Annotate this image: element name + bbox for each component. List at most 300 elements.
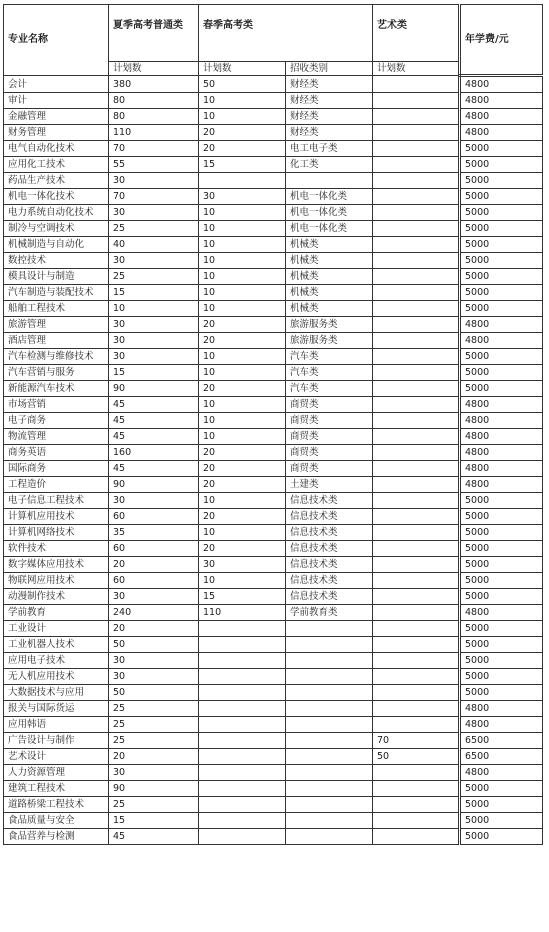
table-body (4, 76, 543, 845)
spring-plan-cell (199, 669, 286, 685)
spring-plan-cell (199, 829, 286, 845)
spring-plan-cell (199, 685, 286, 701)
spring-category-cell: 电工电子类 (286, 141, 373, 157)
art-plan-cell (373, 493, 460, 509)
spring-category-cell: 机电一体化类 (286, 221, 373, 237)
tuition-cell: 5000 (460, 541, 543, 557)
table-row (4, 253, 543, 269)
spring-plan-cell: 10 (199, 237, 286, 253)
major-name-cell: 工业设计 (4, 621, 109, 637)
table-row (4, 189, 543, 205)
header-art-plan: 计划数 (373, 62, 460, 76)
tuition-cell: 5000 (460, 381, 543, 397)
major-name-cell: 计算机应用技术 (4, 509, 109, 525)
major-name-cell: 大数据技术与应用 (4, 685, 109, 701)
header-row-group (4, 5, 543, 62)
spring-plan-cell: 110 (199, 605, 286, 621)
spring-category-cell: 信息技术类 (286, 557, 373, 573)
table-row (4, 365, 543, 381)
art-plan-cell (373, 525, 460, 541)
tuition-cell: 5000 (460, 141, 543, 157)
table-row (4, 397, 543, 413)
tuition-cell: 5000 (460, 797, 543, 813)
summer-plan-cell: 50 (109, 685, 199, 701)
tuition-cell: 5000 (460, 285, 543, 301)
major-name-cell: 计算机网络技术 (4, 525, 109, 541)
summer-plan-cell: 30 (109, 669, 199, 685)
table-row (4, 813, 543, 829)
major-name-cell: 审计 (4, 93, 109, 109)
spring-category-cell (286, 669, 373, 685)
table-row (4, 285, 543, 301)
spring-plan-cell: 10 (199, 253, 286, 269)
spring-plan-cell: 10 (199, 301, 286, 317)
table-row (4, 509, 543, 525)
summer-plan-cell: 10 (109, 301, 199, 317)
major-name-cell: 道路桥梁工程技术 (4, 797, 109, 813)
tuition-cell: 5000 (460, 493, 543, 509)
major-name-cell: 软件技术 (4, 541, 109, 557)
tuition-cell: 5000 (460, 557, 543, 573)
table-row (4, 76, 543, 93)
header-spring: 春季高考类 (199, 5, 373, 62)
table-row (4, 205, 543, 221)
spring-category-cell: 汽车类 (286, 349, 373, 365)
table-row (4, 621, 543, 637)
art-plan-cell (373, 445, 460, 461)
major-name-cell: 旅游管理 (4, 317, 109, 333)
major-name-cell: 汽车营销与服务 (4, 365, 109, 381)
spring-plan-cell (199, 621, 286, 637)
summer-plan-cell: 160 (109, 445, 199, 461)
spring-plan-cell: 10 (199, 525, 286, 541)
tuition-cell: 5000 (460, 189, 543, 205)
table-row (4, 157, 543, 173)
spring-category-cell (286, 829, 373, 845)
spring-category-cell: 商贸类 (286, 397, 373, 413)
table-row (4, 333, 543, 349)
art-plan-cell (373, 781, 460, 797)
spring-category-cell: 机械类 (286, 285, 373, 301)
art-plan-cell (373, 573, 460, 589)
summer-plan-cell: 240 (109, 605, 199, 621)
tuition-cell: 4800 (460, 445, 543, 461)
summer-plan-cell: 30 (109, 317, 199, 333)
table-row (4, 445, 543, 461)
summer-plan-cell: 30 (109, 205, 199, 221)
tuition-cell: 4800 (460, 429, 543, 445)
tuition-cell: 4800 (460, 413, 543, 429)
spring-category-cell: 机械类 (286, 269, 373, 285)
major-name-cell: 船舶工程技术 (4, 301, 109, 317)
major-name-cell: 机电一体化技术 (4, 189, 109, 205)
tuition-cell: 4800 (460, 397, 543, 413)
tuition-cell: 5000 (460, 637, 543, 653)
summer-plan-cell: 80 (109, 93, 199, 109)
table-row (4, 605, 543, 621)
tuition-cell: 5000 (460, 829, 543, 845)
major-name-cell: 报关与国际货运 (4, 701, 109, 717)
art-plan-cell (373, 701, 460, 717)
table-row (4, 125, 543, 141)
tuition-cell: 4800 (460, 93, 543, 109)
art-plan-cell (373, 605, 460, 621)
header-tuition: 年学费/元 (460, 5, 543, 76)
major-name-cell: 新能源汽车技术 (4, 381, 109, 397)
spring-category-cell (286, 173, 373, 189)
spring-plan-cell: 20 (199, 333, 286, 349)
header-spring-plan: 计划数 (199, 62, 286, 76)
summer-plan-cell: 80 (109, 109, 199, 125)
spring-category-cell (286, 717, 373, 733)
major-name-cell: 机械制造与自动化 (4, 237, 109, 253)
summer-plan-cell: 55 (109, 157, 199, 173)
table-row (4, 589, 543, 605)
summer-plan-cell: 25 (109, 733, 199, 749)
spring-plan-cell (199, 637, 286, 653)
art-plan-cell (373, 765, 460, 781)
spring-category-cell (286, 797, 373, 813)
spring-category-cell (286, 621, 373, 637)
spring-plan-cell: 10 (199, 573, 286, 589)
spring-plan-cell: 15 (199, 589, 286, 605)
tuition-cell: 4800 (460, 477, 543, 493)
spring-plan-cell: 10 (199, 93, 286, 109)
spring-category-cell: 汽车类 (286, 381, 373, 397)
spring-category-cell (286, 733, 373, 749)
summer-plan-cell: 45 (109, 461, 199, 477)
tuition-cell: 5000 (460, 221, 543, 237)
major-name-cell: 汽车检测与维修技术 (4, 349, 109, 365)
major-name-cell: 工程造价 (4, 477, 109, 493)
art-plan-cell: 50 (373, 749, 460, 765)
major-name-cell: 财务管理 (4, 125, 109, 141)
art-plan-cell (373, 157, 460, 173)
spring-category-cell (286, 685, 373, 701)
major-name-cell: 应用化工技术 (4, 157, 109, 173)
spring-category-cell: 汽车类 (286, 365, 373, 381)
header-art: 艺术类 (373, 5, 460, 62)
spring-category-cell: 商贸类 (286, 429, 373, 445)
major-name-cell: 电气自动化技术 (4, 141, 109, 157)
spring-plan-cell (199, 749, 286, 765)
major-name-cell: 食品质量与安全 (4, 813, 109, 829)
major-name-cell: 电子信息工程技术 (4, 493, 109, 509)
spring-category-cell: 机械类 (286, 253, 373, 269)
art-plan-cell (373, 109, 460, 125)
major-name-cell: 金融管理 (4, 109, 109, 125)
tuition-cell: 6500 (460, 749, 543, 765)
spring-plan-cell: 10 (199, 397, 286, 413)
major-name-cell: 国际商务 (4, 461, 109, 477)
summer-plan-cell: 60 (109, 541, 199, 557)
spring-category-cell: 财经类 (286, 109, 373, 125)
art-plan-cell (373, 429, 460, 445)
tuition-cell: 5000 (460, 685, 543, 701)
tuition-cell: 5000 (460, 253, 543, 269)
table-row (4, 173, 543, 189)
art-plan-cell (373, 589, 460, 605)
table-row (4, 381, 543, 397)
spring-category-cell (286, 653, 373, 669)
tuition-cell: 5000 (460, 157, 543, 173)
spring-plan-cell: 10 (199, 205, 286, 221)
spring-plan-cell (199, 781, 286, 797)
tuition-cell: 4800 (460, 605, 543, 621)
spring-category-cell: 机械类 (286, 301, 373, 317)
spring-plan-cell (199, 733, 286, 749)
tuition-cell: 5000 (460, 349, 543, 365)
art-plan-cell (373, 349, 460, 365)
summer-plan-cell: 380 (109, 76, 199, 93)
tuition-cell: 4800 (460, 109, 543, 125)
table-row (4, 541, 543, 557)
major-name-cell: 汽车制造与装配技术 (4, 285, 109, 301)
summer-plan-cell: 30 (109, 333, 199, 349)
spring-plan-cell: 10 (199, 221, 286, 237)
spring-category-cell: 信息技术类 (286, 589, 373, 605)
tuition-cell: 5000 (460, 621, 543, 637)
spring-plan-cell: 20 (199, 445, 286, 461)
art-plan-cell (373, 461, 460, 477)
major-name-cell: 电力系统自动化技术 (4, 205, 109, 221)
tuition-cell: 4800 (460, 461, 543, 477)
table-row (4, 349, 543, 365)
tuition-cell: 4800 (460, 317, 543, 333)
table-row (4, 477, 543, 493)
summer-plan-cell: 45 (109, 829, 199, 845)
spring-plan-cell: 20 (199, 381, 286, 397)
summer-plan-cell: 90 (109, 477, 199, 493)
spring-plan-cell: 20 (199, 509, 286, 525)
table-row (4, 797, 543, 813)
major-name-cell: 模具设计与制造 (4, 269, 109, 285)
spring-category-cell: 信息技术类 (286, 493, 373, 509)
spring-plan-cell: 10 (199, 285, 286, 301)
major-name-cell: 制冷与空调技术 (4, 221, 109, 237)
art-plan-cell (373, 813, 460, 829)
spring-category-cell (286, 781, 373, 797)
summer-plan-cell: 30 (109, 589, 199, 605)
spring-plan-cell (199, 717, 286, 733)
spring-plan-cell (199, 701, 286, 717)
spring-plan-cell: 10 (199, 269, 286, 285)
art-plan-cell (373, 621, 460, 637)
spring-plan-cell: 20 (199, 141, 286, 157)
art-plan-cell (373, 253, 460, 269)
summer-plan-cell: 15 (109, 365, 199, 381)
header-major-name: 专业名称 (4, 5, 109, 76)
summer-plan-cell: 60 (109, 573, 199, 589)
table-row (4, 93, 543, 109)
major-name-cell: 药品生产技术 (4, 173, 109, 189)
major-name-cell: 无人机应用技术 (4, 669, 109, 685)
spring-category-cell: 信息技术类 (286, 541, 373, 557)
table-row (4, 765, 543, 781)
summer-plan-cell: 30 (109, 765, 199, 781)
art-plan-cell (373, 221, 460, 237)
tuition-cell: 5000 (460, 237, 543, 253)
summer-plan-cell: 90 (109, 381, 199, 397)
table-row (4, 781, 543, 797)
summer-plan-cell: 35 (109, 525, 199, 541)
table-row (4, 717, 543, 733)
spring-plan-cell: 50 (199, 76, 286, 93)
tuition-cell: 5000 (460, 301, 543, 317)
summer-plan-cell: 50 (109, 637, 199, 653)
tuition-cell: 4800 (460, 76, 543, 93)
summer-plan-cell: 40 (109, 237, 199, 253)
table-row (4, 221, 543, 237)
summer-plan-cell: 45 (109, 429, 199, 445)
spring-plan-cell (199, 797, 286, 813)
summer-plan-cell: 30 (109, 173, 199, 189)
spring-plan-cell (199, 765, 286, 781)
summer-plan-cell: 15 (109, 285, 199, 301)
table-row (4, 317, 543, 333)
summer-plan-cell: 20 (109, 749, 199, 765)
summer-plan-cell: 25 (109, 221, 199, 237)
tuition-cell: 4800 (460, 333, 543, 349)
spring-category-cell: 商贸类 (286, 461, 373, 477)
art-plan-cell (373, 557, 460, 573)
spring-category-cell: 商贸类 (286, 413, 373, 429)
table-row (4, 141, 543, 157)
summer-plan-cell: 30 (109, 653, 199, 669)
major-name-cell: 数字媒体应用技术 (4, 557, 109, 573)
art-plan-cell (373, 477, 460, 493)
summer-plan-cell: 30 (109, 253, 199, 269)
table-row (4, 109, 543, 125)
spring-category-cell: 商贸类 (286, 445, 373, 461)
spring-plan-cell: 10 (199, 429, 286, 445)
spring-category-cell: 信息技术类 (286, 509, 373, 525)
major-name-cell: 应用电子技术 (4, 653, 109, 669)
table-row (4, 637, 543, 653)
major-name-cell: 电子商务 (4, 413, 109, 429)
tuition-cell: 5000 (460, 509, 543, 525)
art-plan-cell (373, 141, 460, 157)
table-row (4, 429, 543, 445)
spring-plan-cell (199, 653, 286, 669)
spring-plan-cell: 15 (199, 157, 286, 173)
spring-plan-cell (199, 173, 286, 189)
major-name-cell: 艺术设计 (4, 749, 109, 765)
summer-plan-cell: 20 (109, 621, 199, 637)
table-row (4, 685, 543, 701)
summer-plan-cell: 45 (109, 397, 199, 413)
header-summer-plan: 计划数 (109, 62, 199, 76)
art-plan-cell (373, 76, 460, 93)
table-row (4, 573, 543, 589)
spring-plan-cell: 20 (199, 125, 286, 141)
spring-category-cell (286, 813, 373, 829)
tuition-cell: 5000 (460, 525, 543, 541)
major-name-cell: 物流管理 (4, 429, 109, 445)
art-plan-cell (373, 189, 460, 205)
summer-plan-cell: 70 (109, 141, 199, 157)
summer-plan-cell: 25 (109, 717, 199, 733)
spring-plan-cell: 10 (199, 413, 286, 429)
spring-category-cell: 信息技术类 (286, 573, 373, 589)
summer-plan-cell: 110 (109, 125, 199, 141)
summer-plan-cell: 90 (109, 781, 199, 797)
summer-plan-cell: 20 (109, 557, 199, 573)
spring-plan-cell: 30 (199, 189, 286, 205)
art-plan-cell (373, 381, 460, 397)
major-name-cell: 物联网应用技术 (4, 573, 109, 589)
major-name-cell: 数控技术 (4, 253, 109, 269)
tuition-cell: 5000 (460, 365, 543, 381)
spring-plan-cell: 10 (199, 365, 286, 381)
spring-plan-cell (199, 813, 286, 829)
table-row (4, 525, 543, 541)
spring-category-cell: 机械类 (286, 237, 373, 253)
art-plan-cell (373, 301, 460, 317)
table-row (4, 237, 543, 253)
summer-plan-cell: 30 (109, 493, 199, 509)
spring-category-cell: 化工类 (286, 157, 373, 173)
header-spring-category: 招收类别 (286, 62, 373, 76)
major-name-cell: 人力资源管理 (4, 765, 109, 781)
tuition-cell: 5000 (460, 781, 543, 797)
tuition-cell: 4800 (460, 765, 543, 781)
major-name-cell: 酒店管理 (4, 333, 109, 349)
art-plan-cell (373, 93, 460, 109)
spring-plan-cell: 10 (199, 493, 286, 509)
tuition-cell: 4800 (460, 125, 543, 141)
tuition-cell: 5000 (460, 669, 543, 685)
spring-category-cell: 信息技术类 (286, 525, 373, 541)
art-plan-cell (373, 269, 460, 285)
spring-plan-cell: 20 (199, 477, 286, 493)
table-row (4, 829, 543, 845)
tuition-cell: 5000 (460, 173, 543, 189)
spring-plan-cell: 20 (199, 461, 286, 477)
art-plan-cell (373, 637, 460, 653)
table-row (4, 653, 543, 669)
tuition-cell: 5000 (460, 653, 543, 669)
summer-plan-cell: 25 (109, 269, 199, 285)
major-name-cell: 学前教育 (4, 605, 109, 621)
tuition-cell: 5000 (460, 813, 543, 829)
spring-plan-cell: 20 (199, 317, 286, 333)
table-row (4, 669, 543, 685)
art-plan-cell (373, 509, 460, 525)
table-row (4, 733, 543, 749)
tuition-cell: 5000 (460, 205, 543, 221)
art-plan-cell (373, 653, 460, 669)
summer-plan-cell: 25 (109, 797, 199, 813)
summer-plan-cell: 25 (109, 701, 199, 717)
enrollment-plan-table (3, 4, 543, 845)
spring-category-cell (286, 749, 373, 765)
spring-category-cell (286, 637, 373, 653)
header-summer-general: 夏季高考普通类 (109, 5, 199, 62)
art-plan-cell (373, 669, 460, 685)
major-name-cell: 商务英语 (4, 445, 109, 461)
major-name-cell: 广告设计与制作 (4, 733, 109, 749)
art-plan-cell (373, 173, 460, 189)
spring-plan-cell: 10 (199, 109, 286, 125)
major-name-cell: 应用韩语 (4, 717, 109, 733)
art-plan-cell (373, 125, 460, 141)
tuition-cell: 5000 (460, 573, 543, 589)
art-plan-cell (373, 333, 460, 349)
summer-plan-cell: 30 (109, 349, 199, 365)
spring-category-cell: 财经类 (286, 76, 373, 93)
spring-category-cell: 学前教育类 (286, 605, 373, 621)
